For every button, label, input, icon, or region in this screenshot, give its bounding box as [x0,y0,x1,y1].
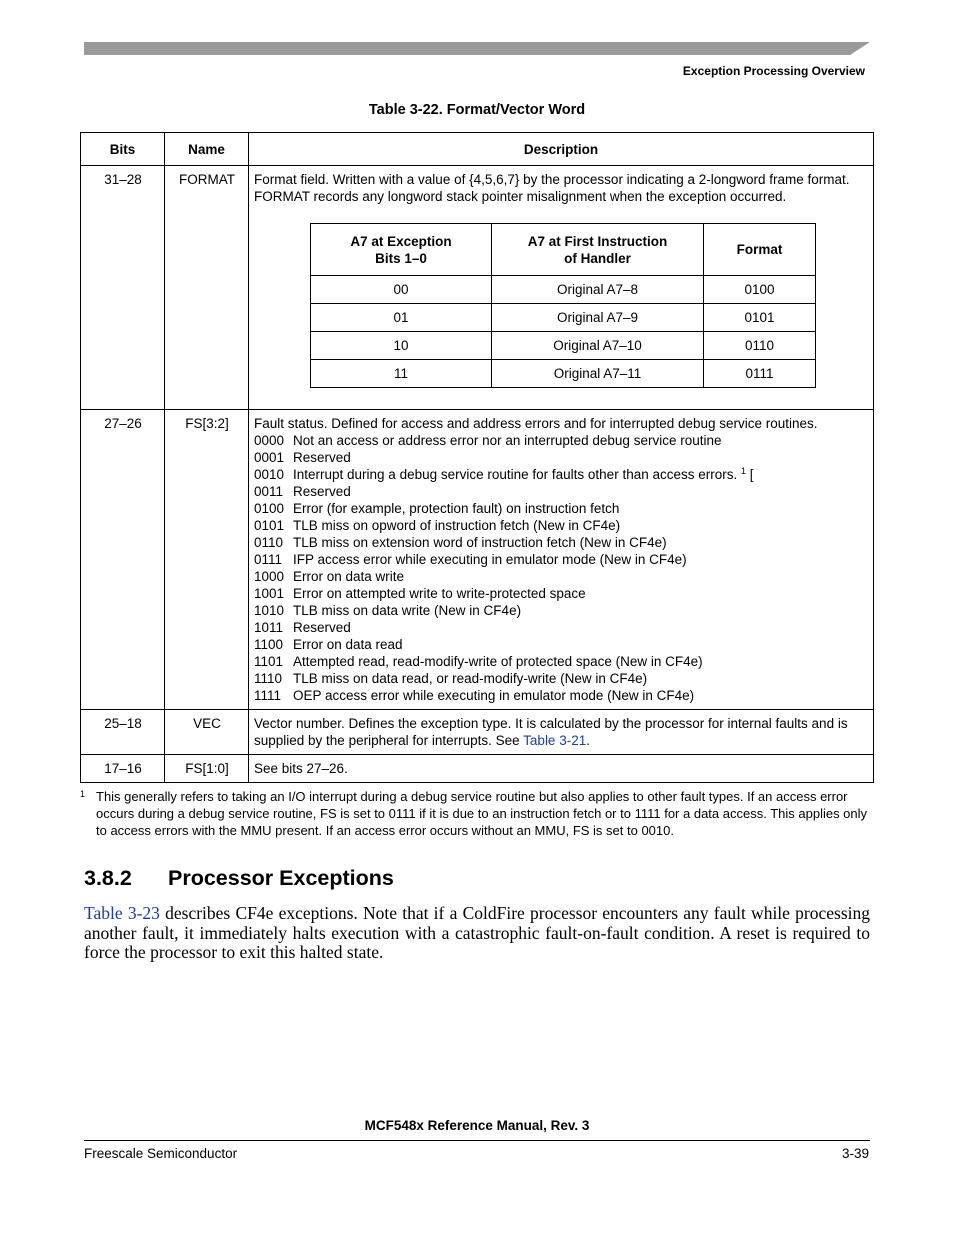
row-description [249,410,874,710]
running-header: Exception Processing Overview [682,64,865,78]
subtable-cell: Original A7–9 [492,304,704,332]
subtable-row [311,332,816,360]
page-number: 3-39 [841,1146,869,1161]
fs-code: 1100 [254,637,284,652]
subtable-row [311,304,816,332]
fs-code: 0011 [254,484,284,499]
footer-title: MCF548x Reference Manual, Rev. 3 [364,1118,590,1133]
fs-code-line [254,653,869,670]
format-description: Format field. Written with a value of {4,5,6,7} by the processor indicating a 2-longword frame format. FORMAT records any longword stack pointer misalignment when the exception occurred. [254,172,850,204]
fs-code: 0101 [254,518,285,533]
fs-code-line [254,534,869,551]
row-name: FORMAT [165,166,249,410]
section-title: Processor Exceptions [168,866,394,890]
subtable-header-a7-first-instruction: A7 at First Instruction of Handler [492,224,704,276]
fs-code-text: TLB miss on data write (New in CF4e) [293,603,522,618]
fs-code: 0000 [254,433,285,448]
fs-code-text: TLB miss on data read, or read-modify-write (New in CF4e) [293,671,648,686]
fs-code-line [254,466,869,483]
fs-code-line [254,449,869,466]
fs-code: 1011 [254,620,284,635]
fs-code-line [254,636,869,653]
fs-code-line [254,568,869,585]
header-bar [84,42,870,55]
fs-code: 1010 [254,603,285,618]
table-row [81,166,874,410]
subtable-cell: 01 [311,304,492,332]
section-number: 3.8.2 [84,866,132,890]
subtable-cell: 00 [311,276,492,304]
fs-code: 1101 [254,654,284,669]
fs-code: 0001 [254,450,285,465]
body-paragraph: Table 3-23 describes CF4e exceptions. Note that if a ColdFire processor encounters any fault while processing another fault, it immediately halts execution with a catastrophic fault-on-fault condition. A reset is required to force the processor to exit this halted state. [84,903,870,962]
subtable-cell: 0111 [704,360,816,388]
table-3-21-link[interactable]: Table 3-21 [523,733,587,748]
row-bits: 25–18 [81,710,165,755]
footer-divider [84,1140,870,1141]
footer-company: Freescale Semiconductor [84,1146,238,1161]
fs-code-text: Reserved [293,484,351,499]
fs-code-text: Error on data read [293,637,403,652]
subtable-header-a7-exception: A7 at Exception Bits 1–0 [311,224,492,276]
fs-code-text: Reserved [293,450,351,465]
fs-code-line [254,687,869,704]
subtable-cell: Original A7–10 [492,332,704,360]
fs-code-line [254,619,869,636]
fs-code-line [254,432,869,449]
column-header-name: Name [165,133,249,166]
table-row [81,410,874,710]
fs-code-text: TLB miss on extension word of instruction fetch (New in CF4e) [293,535,667,550]
fs-code: 0100 [254,501,285,516]
subtable-cell: 11 [311,360,492,388]
fs-code-line [254,517,869,534]
section-heading [84,866,394,891]
fs-code-line [254,551,869,568]
row-bits: 31–28 [81,166,165,410]
row-name: VEC [165,710,249,755]
fs-code-line [254,585,869,602]
subtable-cell: Original A7–11 [492,360,704,388]
fs-code-line [254,602,869,619]
table-row [81,710,874,755]
format-vector-table [80,132,874,783]
fs-code: 1001 [254,586,285,601]
subtable-header-row [311,224,816,276]
fs-code-text: Attempted read, read-modify-write of protected space (New in CF4e) [293,654,703,669]
fs-code-line [254,483,869,500]
fs-code-text: Error on attempted write to write-protected space [293,586,586,601]
fs-code: 1000 [254,569,285,584]
fs-intro: Fault status. Defined for access and address errors and for interrupted debug service routines. [254,416,818,431]
column-header-description: Description [249,133,874,166]
subtable-cell: 10 [311,332,492,360]
row-description: Vector number. Defines the exception type. It is calculated by the processor for internal faults and is supplied by the peripheral for interrupts. See Table 3-21. [249,710,874,755]
table-row [81,755,874,783]
fs-code: 0111 [254,552,283,567]
footnote-text: This generally refers to taking an I/O interrupt during a debug service routine but also applies to other fault types. If an access error occurs during a debug service routine, FS is set to 0111 if it is due to an instruction fetch or to 1111 for a data access. This applies only to access errors with the MMU present. If an access error occurs without an MMU, FS is set to 0010. [96,789,868,838]
column-header-bits: Bits [81,133,165,166]
subtable-cell: Original A7–8 [492,276,704,304]
footnote-reference[interactable]: 1 [741,466,747,476]
row-name: FS[3:2] [165,410,249,710]
fs-code-text: Reserved [293,620,351,635]
table-title: Table 3-22. Format/Vector Word [368,102,586,118]
subtable-cell: 0101 [704,304,816,332]
row-bits: 27–26 [81,410,165,710]
row-description [249,166,874,410]
fs-code-text: Error on data write [293,569,405,584]
fs-code-text: IFP access error while executing in emulator mode (New in CF4e) [293,552,687,567]
row-description: See bits 27–26. [249,755,874,783]
subtable-row [311,360,816,388]
fs-code: 0110 [254,535,284,550]
fs-code-text: TLB miss on opword of instruction fetch (New in CF4e) [293,518,621,533]
row-name: FS[1:0] [165,755,249,783]
bracket-mark: [ [749,467,754,482]
fs-code-list [254,432,869,704]
subtable-cell: 0100 [704,276,816,304]
table-header-row [81,133,874,166]
subtable-cell: 0110 [704,332,816,360]
subtable-header-format: Format [704,224,816,276]
subtable-row [311,276,816,304]
fs-code: 0010 [254,467,285,482]
row-bits: 17–16 [81,755,165,783]
fs-code-text: Interrupt during a debug service routine for faults other than access errors. [293,467,738,482]
table-3-23-link[interactable]: Table 3-23 [84,903,160,923]
fs-code-text: Error (for example, protection fault) on instruction fetch [293,501,620,516]
footnote-number: 1 [80,789,86,799]
fs-code: 1110 [254,671,283,686]
fs-code: 1111 [254,688,282,703]
fs-code-line [254,670,869,687]
fs-code-line [254,500,869,517]
fs-code-text: Not an access or address error nor an interrupted debug service routine [293,433,722,448]
format-subtable [310,223,816,388]
footnote [80,788,872,839]
fs-code-text: OEP access error while executing in emulator mode (New in CF4e) [293,688,695,703]
